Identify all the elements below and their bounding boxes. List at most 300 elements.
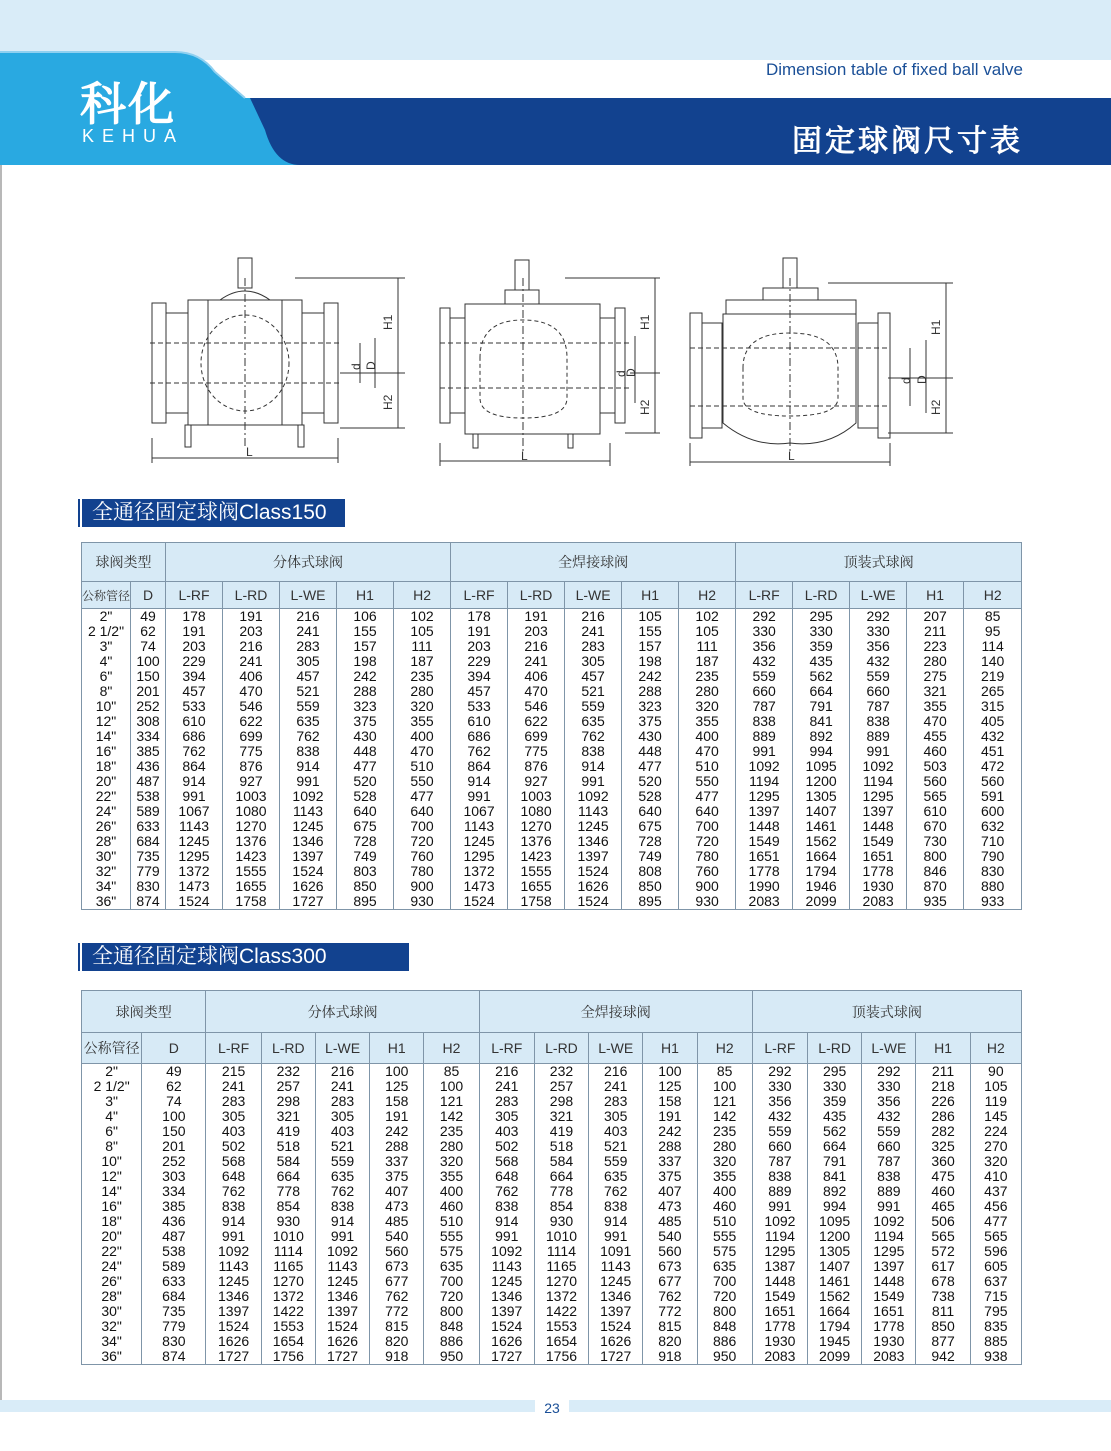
- header-l-rf: L-RF: [451, 582, 508, 609]
- value-cell: 841: [793, 714, 850, 729]
- value-cell: 591: [964, 789, 1022, 804]
- value-cell: 407: [643, 1184, 697, 1199]
- logo-cn: 科化: [80, 77, 176, 131]
- value-cell: 158: [643, 1094, 697, 1109]
- value-cell: 589: [131, 804, 166, 819]
- value-cell: 877: [916, 1334, 970, 1349]
- value-cell: 720: [697, 1289, 752, 1304]
- nominal-size-cell: 2": [82, 1064, 142, 1080]
- header-l-we: L-WE: [315, 1033, 369, 1064]
- value-cell: 1143: [565, 804, 622, 819]
- value-cell: 677: [643, 1274, 697, 1289]
- nominal-size-cell: 32": [82, 864, 131, 879]
- value-cell: 673: [370, 1259, 424, 1274]
- value-cell: 198: [622, 654, 679, 669]
- header-h1: H1: [643, 1033, 697, 1064]
- value-cell: 1524: [280, 864, 337, 879]
- value-cell: 207: [907, 609, 964, 625]
- value-cell: 216: [223, 639, 280, 654]
- value-cell: 292: [850, 609, 907, 625]
- value-cell: 699: [223, 729, 280, 744]
- value-cell: 100: [697, 1079, 752, 1094]
- header-l-we: L-WE: [850, 582, 907, 609]
- value-cell: 673: [643, 1259, 697, 1274]
- class300-body: [82, 1064, 1022, 1365]
- nominal-size-cell: 2": [82, 609, 131, 625]
- value-cell: 460: [907, 744, 964, 759]
- table-row: [82, 1079, 1022, 1094]
- value-cell: 321: [534, 1109, 588, 1124]
- value-cell: 892: [793, 729, 850, 744]
- value-cell: 559: [280, 699, 337, 714]
- value-cell: 762: [280, 729, 337, 744]
- value-cell: 305: [589, 1109, 643, 1124]
- header-top: 顶装式球阀: [752, 991, 1021, 1033]
- value-cell: 1194: [850, 774, 907, 789]
- value-cell: 1423: [223, 849, 280, 864]
- class150-body: [82, 609, 1022, 910]
- value-cell: 280: [679, 684, 736, 699]
- value-cell: 503: [907, 759, 964, 774]
- value-cell: 477: [679, 789, 736, 804]
- value-cell: 2099: [793, 894, 850, 910]
- value-cell: 315: [964, 699, 1022, 714]
- table-row: [82, 1184, 1022, 1199]
- value-cell: 994: [808, 1199, 862, 1214]
- value-cell: 633: [131, 819, 166, 834]
- value-cell: 257: [261, 1079, 315, 1094]
- table-row: [82, 1274, 1022, 1289]
- value-cell: 886: [697, 1334, 752, 1349]
- value-cell: 1397: [479, 1304, 534, 1319]
- value-cell: 795: [970, 1304, 1021, 1319]
- dim-label-d: d: [349, 363, 363, 370]
- value-cell: 699: [508, 729, 565, 744]
- value-cell: 1092: [280, 789, 337, 804]
- nominal-size-cell: 36": [82, 1349, 142, 1365]
- value-cell: 779: [142, 1319, 206, 1334]
- nominal-size-cell: 34": [82, 879, 131, 894]
- value-cell: 1245: [206, 1274, 261, 1289]
- value-cell: 360: [916, 1154, 970, 1169]
- value-cell: 456: [970, 1199, 1021, 1214]
- value-cell: 565: [916, 1229, 970, 1244]
- table-row: [82, 1349, 1022, 1365]
- value-cell: 838: [479, 1199, 534, 1214]
- value-cell: 1376: [508, 834, 565, 849]
- value-cell: 187: [394, 654, 451, 669]
- table-row: [82, 1229, 1022, 1244]
- value-cell: 521: [315, 1139, 369, 1154]
- value-cell: 201: [142, 1139, 206, 1154]
- value-cell: 938: [970, 1349, 1021, 1365]
- value-cell: 355: [697, 1169, 752, 1184]
- nominal-size-cell: 6": [82, 1124, 142, 1139]
- value-cell: 191: [370, 1109, 424, 1124]
- value-cell: 298: [534, 1094, 588, 1109]
- value-cell: 400: [679, 729, 736, 744]
- value-cell: 187: [679, 654, 736, 669]
- value-cell: 686: [451, 729, 508, 744]
- value-cell: 918: [370, 1349, 424, 1365]
- value-cell: 2083: [752, 1349, 807, 1365]
- value-cell: 918: [643, 1349, 697, 1365]
- value-cell: 640: [622, 804, 679, 819]
- value-cell: 330: [752, 1079, 807, 1094]
- value-cell: 892: [808, 1184, 862, 1199]
- value-cell: 762: [589, 1184, 643, 1199]
- value-cell: 203: [166, 639, 223, 654]
- value-cell: 100: [142, 1109, 206, 1124]
- value-cell: 664: [793, 684, 850, 699]
- nominal-size-cell: 12": [82, 714, 131, 729]
- value-cell: 1407: [808, 1259, 862, 1274]
- value-cell: 283: [206, 1094, 261, 1109]
- value-cell: 355: [424, 1169, 479, 1184]
- value-cell: 838: [752, 1169, 807, 1184]
- value-cell: 991: [589, 1229, 643, 1244]
- value-cell: 100: [131, 654, 166, 669]
- value-cell: 305: [479, 1109, 534, 1124]
- header-D: D: [142, 1033, 206, 1064]
- value-cell: 473: [370, 1199, 424, 1214]
- nominal-size-cell: 24": [82, 804, 131, 819]
- value-cell: 559: [565, 699, 622, 714]
- value-cell: 241: [565, 624, 622, 639]
- table-row: [82, 639, 1022, 654]
- value-cell: 778: [261, 1184, 315, 1199]
- column-header-row: [82, 582, 1022, 609]
- value-cell: 589: [142, 1259, 206, 1274]
- value-cell: 1095: [793, 759, 850, 774]
- value-cell: 119: [970, 1094, 1021, 1109]
- value-cell: 889: [850, 729, 907, 744]
- value-cell: 510: [424, 1214, 479, 1229]
- value-cell: 635: [424, 1259, 479, 1274]
- value-cell: 565: [907, 789, 964, 804]
- value-cell: 470: [907, 714, 964, 729]
- value-cell: 1448: [736, 819, 793, 834]
- value-cell: 675: [622, 819, 679, 834]
- value-cell: 288: [337, 684, 394, 699]
- value-cell: 1200: [793, 774, 850, 789]
- value-cell: 800: [697, 1304, 752, 1319]
- table-row: [82, 1319, 1022, 1334]
- value-cell: 242: [370, 1124, 424, 1139]
- value-cell: 1397: [589, 1304, 643, 1319]
- nominal-size-cell: 20": [82, 774, 131, 789]
- header-l-we: L-WE: [565, 582, 622, 609]
- header-top: 顶装式球阀: [736, 543, 1022, 582]
- value-cell: 664: [261, 1169, 315, 1184]
- value-cell: 838: [206, 1199, 261, 1214]
- value-cell: 930: [534, 1214, 588, 1229]
- nominal-size-cell: 22": [82, 789, 131, 804]
- value-cell: 820: [643, 1334, 697, 1349]
- value-cell: 560: [907, 774, 964, 789]
- value-cell: 283: [315, 1094, 369, 1109]
- value-cell: 1200: [808, 1229, 862, 1244]
- value-cell: 568: [206, 1154, 261, 1169]
- value-cell: 451: [964, 744, 1022, 759]
- value-cell: 1114: [261, 1244, 315, 1259]
- value-cell: 455: [907, 729, 964, 744]
- value-cell: 216: [589, 1064, 643, 1080]
- value-cell: 787: [862, 1154, 916, 1169]
- value-cell: 846: [907, 864, 964, 879]
- value-cell: 830: [142, 1334, 206, 1349]
- value-cell: 584: [534, 1154, 588, 1169]
- value-cell: 584: [261, 1154, 315, 1169]
- dim-label-H2: H2: [638, 399, 652, 415]
- value-cell: 1758: [508, 894, 565, 910]
- nominal-size-cell: 14": [82, 729, 131, 744]
- value-cell: 394: [166, 669, 223, 684]
- value-cell: 735: [142, 1304, 206, 1319]
- value-cell: 85: [964, 609, 1022, 625]
- value-cell: 610: [166, 714, 223, 729]
- value-cell: 111: [679, 639, 736, 654]
- header-h2: H2: [424, 1033, 479, 1064]
- value-cell: 838: [589, 1199, 643, 1214]
- value-cell: 1143: [315, 1259, 369, 1274]
- title-en: Dimension table of fixed ball valve: [765, 60, 1023, 79]
- value-cell: 850: [622, 879, 679, 894]
- value-cell: 241: [223, 654, 280, 669]
- value-cell: 1562: [808, 1289, 862, 1304]
- value-cell: 762: [643, 1289, 697, 1304]
- value-cell: 283: [280, 639, 337, 654]
- value-cell: 772: [643, 1304, 697, 1319]
- value-cell: 406: [223, 669, 280, 684]
- value-cell: 848: [424, 1319, 479, 1334]
- dim-label-H1: H1: [929, 319, 943, 335]
- table-row: [82, 1289, 1022, 1304]
- value-cell: 2083: [736, 894, 793, 910]
- value-cell: 201: [131, 684, 166, 699]
- value-cell: 1143: [280, 804, 337, 819]
- value-cell: 1553: [534, 1319, 588, 1334]
- header-welded: 全焊接球阀: [479, 991, 752, 1033]
- value-cell: 62: [131, 624, 166, 639]
- table-row: [82, 1064, 1022, 1080]
- value-cell: 356: [736, 639, 793, 654]
- value-cell: 232: [261, 1064, 315, 1080]
- value-cell: 142: [424, 1109, 479, 1124]
- value-cell: 914: [206, 1214, 261, 1229]
- value-cell: 436: [142, 1214, 206, 1229]
- value-cell: 1651: [736, 849, 793, 864]
- value-cell: 178: [166, 609, 223, 625]
- value-cell: 1654: [261, 1334, 315, 1349]
- nominal-size-cell: 16": [82, 1199, 142, 1214]
- value-cell: 1295: [850, 789, 907, 804]
- nominal-size-cell: 4": [82, 1109, 142, 1124]
- value-cell: 640: [394, 804, 451, 819]
- nominal-size-cell: 28": [82, 834, 131, 849]
- table-row: [82, 1244, 1022, 1259]
- value-cell: 728: [337, 834, 394, 849]
- value-cell: 1524: [589, 1319, 643, 1334]
- value-cell: 1114: [534, 1244, 588, 1259]
- value-cell: 635: [697, 1259, 752, 1274]
- nominal-size-cell: 28": [82, 1289, 142, 1304]
- value-cell: 779: [131, 864, 166, 879]
- value-cell: 600: [964, 804, 1022, 819]
- value-cell: 282: [916, 1124, 970, 1139]
- value-cell: 1778: [850, 864, 907, 879]
- value-cell: 1422: [534, 1304, 588, 1319]
- value-cell: 375: [643, 1169, 697, 1184]
- value-cell: 565: [970, 1229, 1021, 1244]
- value-cell: 1794: [793, 864, 850, 879]
- value-cell: 610: [451, 714, 508, 729]
- value-cell: 914: [451, 774, 508, 789]
- value-cell: 1305: [793, 789, 850, 804]
- table-row: [82, 819, 1022, 834]
- value-cell: 485: [370, 1214, 424, 1229]
- value-cell: 1270: [223, 819, 280, 834]
- header-l-rf: L-RF: [752, 1033, 807, 1064]
- value-cell: 320: [679, 699, 736, 714]
- value-cell: 1626: [315, 1334, 369, 1349]
- value-cell: 838: [280, 744, 337, 759]
- value-cell: 1524: [565, 894, 622, 910]
- header-l-rf: L-RF: [166, 582, 223, 609]
- nominal-size-cell: 12": [82, 1169, 142, 1184]
- page-number: 23: [535, 1398, 569, 1418]
- value-cell: 900: [394, 879, 451, 894]
- value-cell: 555: [697, 1229, 752, 1244]
- value-cell: 203: [508, 624, 565, 639]
- value-cell: 1245: [166, 834, 223, 849]
- table-row: [82, 684, 1022, 699]
- value-cell: 292: [862, 1064, 916, 1080]
- value-cell: 1143: [589, 1259, 643, 1274]
- value-cell: 216: [565, 609, 622, 625]
- value-cell: 241: [206, 1079, 261, 1094]
- value-cell: 648: [206, 1169, 261, 1184]
- value-cell: 885: [970, 1334, 1021, 1349]
- value-cell: 403: [206, 1124, 261, 1139]
- value-cell: 540: [643, 1229, 697, 1244]
- value-cell: 472: [964, 759, 1022, 774]
- value-cell: 487: [142, 1229, 206, 1244]
- value-cell: 575: [697, 1244, 752, 1259]
- value-cell: 405: [964, 714, 1022, 729]
- value-cell: 1549: [752, 1289, 807, 1304]
- value-cell: 841: [808, 1169, 862, 1184]
- value-cell: 235: [679, 669, 736, 684]
- value-cell: 229: [451, 654, 508, 669]
- header-D: D: [131, 582, 166, 609]
- value-cell: 942: [916, 1349, 970, 1365]
- value-cell: 49: [142, 1064, 206, 1080]
- value-cell: 1376: [223, 834, 280, 849]
- value-cell: 575: [424, 1244, 479, 1259]
- header-h1: H1: [916, 1033, 970, 1064]
- value-cell: 1165: [534, 1259, 588, 1274]
- value-cell: 321: [261, 1109, 315, 1124]
- table-row: [82, 864, 1022, 879]
- value-cell: 930: [261, 1214, 315, 1229]
- value-cell: 635: [280, 714, 337, 729]
- header-nominal: 公称管径: [82, 582, 131, 609]
- value-cell: 1143: [479, 1259, 534, 1274]
- value-cell: 720: [424, 1289, 479, 1304]
- nominal-size-cell: 36": [82, 894, 131, 910]
- value-cell: 1473: [451, 879, 508, 894]
- value-cell: 280: [394, 684, 451, 699]
- value-cell: 555: [424, 1229, 479, 1244]
- section-title-class300: 全通径固定球阀Class300: [82, 943, 409, 971]
- value-cell: 700: [394, 819, 451, 834]
- value-cell: 1794: [808, 1319, 862, 1334]
- value-cell: 632: [964, 819, 1022, 834]
- value-cell: 106: [337, 609, 394, 625]
- value-cell: 1651: [862, 1304, 916, 1319]
- value-cell: 762: [565, 729, 622, 744]
- value-cell: 874: [131, 894, 166, 910]
- value-cell: 334: [131, 729, 166, 744]
- value-cell: 1555: [508, 864, 565, 879]
- nominal-size-cell: 4": [82, 654, 131, 669]
- value-cell: 720: [679, 834, 736, 849]
- value-cell: 457: [280, 669, 337, 684]
- table-row: [82, 624, 1022, 639]
- value-cell: 1387: [752, 1259, 807, 1274]
- value-cell: 1422: [261, 1304, 315, 1319]
- value-cell: 991: [166, 789, 223, 804]
- header-type: 球阀类型: [82, 543, 166, 582]
- value-cell: 216: [479, 1064, 534, 1080]
- value-cell: 400: [394, 729, 451, 744]
- value-cell: 889: [862, 1184, 916, 1199]
- value-cell: 295: [793, 609, 850, 625]
- dim-label-L: L: [521, 449, 528, 463]
- value-cell: 355: [394, 714, 451, 729]
- value-cell: 1143: [166, 819, 223, 834]
- value-cell: 305: [565, 654, 622, 669]
- table-row: [82, 669, 1022, 684]
- value-cell: 735: [131, 849, 166, 864]
- table-row: [82, 744, 1022, 759]
- dim-label-D: D: [915, 375, 929, 384]
- value-cell: 738: [916, 1289, 970, 1304]
- value-cell: 292: [752, 1064, 807, 1080]
- table-row: [82, 1094, 1022, 1109]
- value-cell: 1651: [752, 1304, 807, 1319]
- value-cell: 385: [142, 1199, 206, 1214]
- table-row: [82, 699, 1022, 714]
- table-row: [82, 1109, 1022, 1124]
- value-cell: 994: [793, 744, 850, 759]
- value-cell: 660: [752, 1139, 807, 1154]
- value-cell: 155: [337, 624, 394, 639]
- value-cell: 242: [337, 669, 394, 684]
- table-row: [82, 1124, 1022, 1139]
- value-cell: 1626: [479, 1334, 534, 1349]
- section-title-class150: 全通径固定球阀Class150: [82, 499, 345, 527]
- value-cell: 864: [166, 759, 223, 774]
- value-cell: 559: [752, 1124, 807, 1139]
- value-cell: 787: [850, 699, 907, 714]
- nominal-size-cell: 3": [82, 639, 131, 654]
- value-cell: 791: [793, 699, 850, 714]
- value-cell: 432: [964, 729, 1022, 744]
- value-cell: 1562: [793, 834, 850, 849]
- value-cell: 1461: [808, 1274, 862, 1289]
